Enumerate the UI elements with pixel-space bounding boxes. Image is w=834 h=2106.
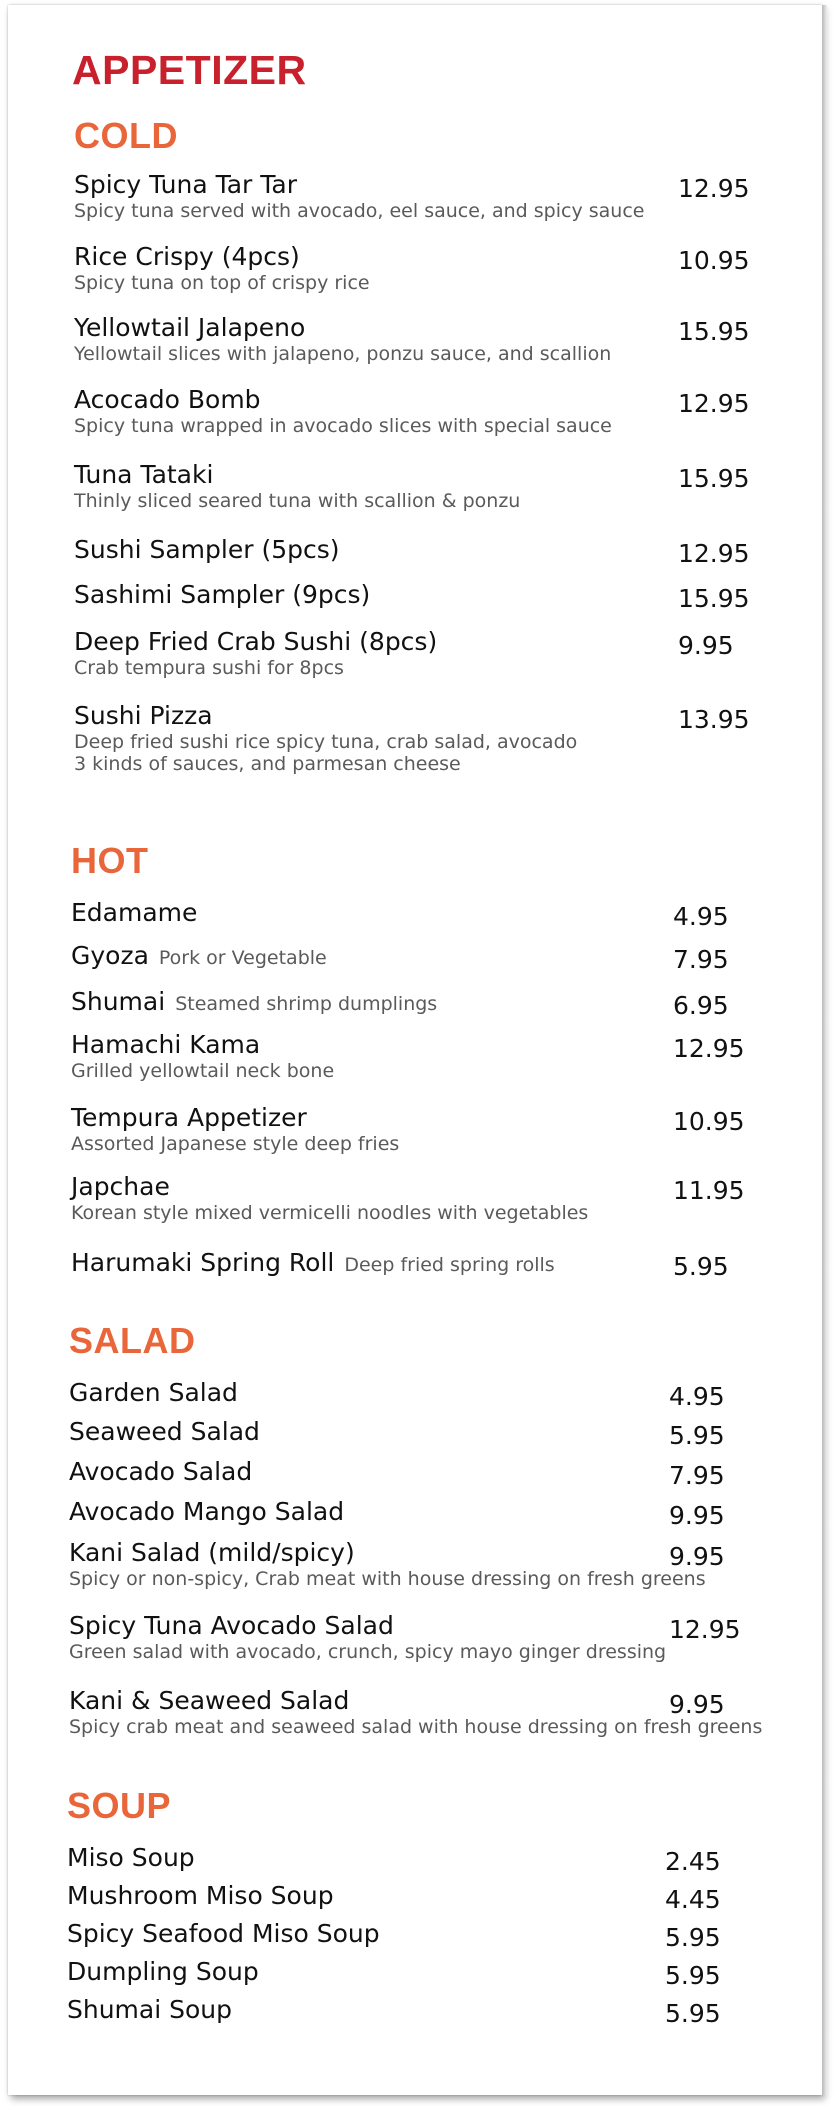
section-title-salad: SALAD [69, 1320, 196, 1361]
item-description: Yellowtail slices with jalapeno, ponzu sauce, and scallion [74, 343, 612, 365]
item-price: 11.95 [673, 1176, 745, 1205]
menu-page [8, 5, 822, 2095]
menu-item [8, 242, 822, 294]
menu-item [8, 1030, 822, 1082]
item-name: Shumai [71, 987, 166, 1016]
menu-item [8, 627, 822, 679]
item-inline-description: Deep fried spring rolls [344, 1254, 555, 1276]
item-name: Kani & Seaweed Salad [69, 1686, 350, 1715]
item-name: Garden Salad [69, 1378, 238, 1407]
item-name: Japchae [71, 1172, 170, 1201]
menu-item [8, 1919, 822, 1952]
item-price: 15.95 [678, 464, 750, 493]
item-name: Hamachi Kama [71, 1030, 261, 1059]
menu-item [8, 1957, 822, 1990]
item-price: 12.95 [678, 174, 750, 203]
item-name: Sashimi Sampler (9pcs) [74, 580, 371, 609]
item-price: 7.95 [669, 1461, 725, 1490]
item-name: Shumai Soup [67, 1995, 233, 2024]
menu-item [8, 1103, 822, 1155]
item-price: 12.95 [673, 1034, 745, 1063]
menu-title: APPETIZER [72, 47, 307, 93]
item-description: Green salad with avocado, crunch, spicy mayo ginger dressing [69, 1641, 667, 1663]
item-price: 13.95 [678, 705, 750, 734]
menu-item [8, 1686, 822, 1738]
item-name: Gyoza [71, 941, 149, 970]
item-name: Mushroom Miso Soup [67, 1881, 334, 1910]
menu-item [8, 987, 822, 1020]
menu-item [8, 580, 822, 613]
item-price: 7.95 [673, 945, 729, 974]
menu-item [8, 313, 822, 365]
item-name: Rice Crispy (4pcs) [74, 242, 300, 271]
menu-item [8, 1881, 822, 1914]
menu-item [8, 1417, 822, 1450]
menu-item [8, 1843, 822, 1876]
item-price: 15.95 [678, 317, 750, 346]
menu-item [8, 898, 822, 931]
item-description: Deep fried sushi rice spicy tuna, crab salad, avocado 3 kinds of sauces, and parmesan cheese [74, 731, 578, 775]
section-title-hot: HOT [71, 840, 149, 881]
section-title-soup: SOUP [67, 1785, 172, 1826]
item-name: Yellowtail Jalapeno [74, 313, 306, 342]
item-price: 5.95 [665, 1923, 721, 1952]
menu-item [8, 1457, 822, 1490]
menu-item [8, 1611, 822, 1663]
item-description: Thinly sliced seared tuna with scallion & ponzu [74, 490, 521, 512]
item-name: Kani Salad (mild/spicy) [69, 1538, 355, 1567]
menu-item [8, 170, 822, 222]
item-price: 4.45 [665, 1885, 721, 1914]
item-description: Grilled yellowtail neck bone [71, 1060, 335, 1082]
item-description: Spicy tuna on top of crispy rice [74, 272, 370, 294]
menu-item [8, 460, 822, 512]
menu-item [8, 385, 822, 437]
item-price: 10.95 [678, 246, 750, 275]
item-price: 9.95 [678, 631, 734, 660]
menu-item [8, 1378, 822, 1411]
item-name: Seaweed Salad [69, 1417, 260, 1446]
item-description: Spicy or non-spicy, Crab meat with house dressing on fresh greens [69, 1568, 706, 1590]
menu-item [8, 701, 822, 775]
item-price: 4.95 [669, 1382, 725, 1411]
item-name: Miso Soup [67, 1843, 195, 1872]
item-price: 15.95 [678, 584, 750, 613]
item-price: 5.95 [669, 1421, 725, 1450]
item-price: 9.95 [669, 1542, 725, 1571]
item-price: 4.95 [673, 902, 729, 931]
item-name: Deep Fried Crab Sushi (8pcs) [74, 627, 438, 656]
item-price: 9.95 [669, 1501, 725, 1530]
section-title-cold: COLD [74, 115, 178, 156]
item-name: Dumpling Soup [67, 1957, 259, 1986]
item-price: 6.95 [673, 991, 729, 1020]
menu-item [8, 535, 822, 568]
item-price: 12.95 [678, 539, 750, 568]
menu-item [8, 1538, 822, 1590]
menu-item [8, 1248, 822, 1281]
item-name: Avocado Mango Salad [69, 1497, 345, 1526]
menu-item [8, 1497, 822, 1530]
item-name: Avocado Salad [69, 1457, 253, 1486]
item-description: Spicy tuna served with avocado, eel sauce, and spicy sauce [74, 200, 645, 222]
item-name: Spicy Tuna Avocado Salad [69, 1611, 394, 1640]
item-name: Sushi Pizza [74, 701, 213, 730]
menu-item [8, 1995, 822, 2028]
item-name: Spicy Seafood Miso Soup [67, 1919, 380, 1948]
item-price: 5.95 [673, 1252, 729, 1281]
item-name: Sushi Sampler (5pcs) [74, 535, 340, 564]
menu-item [8, 941, 822, 974]
item-description: Assorted Japanese style deep fries [71, 1133, 400, 1155]
item-price: 5.95 [665, 1999, 721, 2028]
item-inline-description: Pork or Vegetable [158, 947, 327, 969]
item-name: Spicy Tuna Tar Tar [74, 170, 298, 199]
item-name: Harumaki Spring Roll [71, 1248, 335, 1277]
item-name: Tuna Tataki [74, 460, 214, 489]
item-price: 9.95 [669, 1690, 725, 1719]
menu-item [8, 1172, 822, 1224]
item-description: Korean style mixed vermicelli noodles with vegetables [71, 1202, 589, 1224]
item-price: 2.45 [665, 1847, 721, 1876]
item-price: 12.95 [678, 389, 750, 418]
item-description: Spicy crab meat and seaweed salad with house dressing on fresh greens [69, 1716, 763, 1738]
item-price: 10.95 [673, 1107, 745, 1136]
item-inline-description: Steamed shrimp dumplings [175, 993, 438, 1015]
item-description: Crab tempura sushi for 8pcs [74, 657, 344, 679]
item-price: 12.95 [669, 1615, 741, 1644]
item-description: Spicy tuna wrapped in avocado slices with special sauce [74, 415, 612, 437]
item-name: Acocado Bomb [74, 385, 261, 414]
item-name: Tempura Appetizer [71, 1103, 307, 1132]
item-name: Edamame [71, 898, 198, 927]
item-price: 5.95 [665, 1961, 721, 1990]
